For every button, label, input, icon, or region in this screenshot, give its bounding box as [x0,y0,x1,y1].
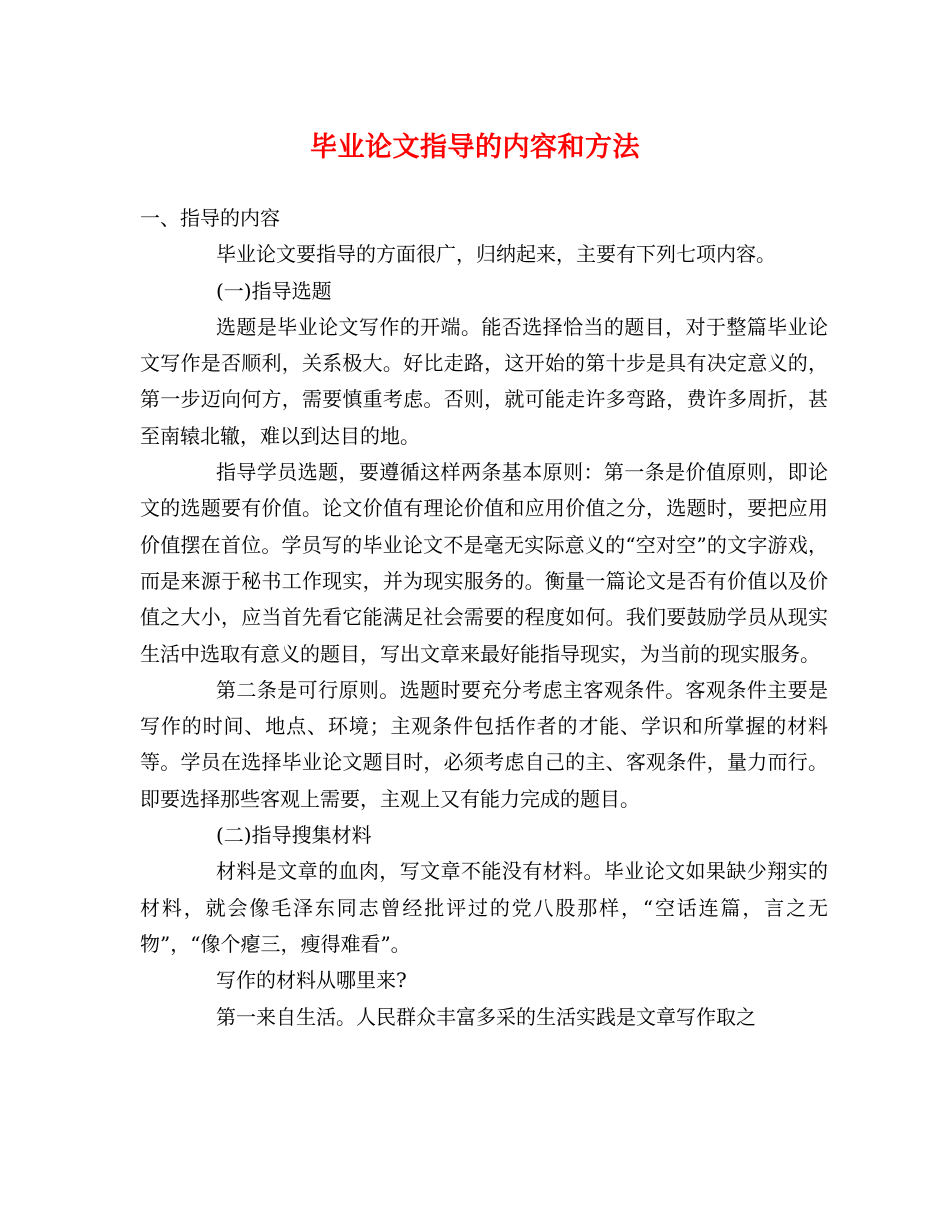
document-body [140,200,828,1035]
paragraph-material-importance: 材料是文章的血肉，写文章不能没有材料。毕业论文如果缺少翔实的材料，就会像毛泽东同志曾经批评过的党八股那样，“空话连篇，言之无物”，“像个瘪三，瘦得难看”。 [140,859,828,956]
paragraph-material-source-question: 写作的材料从哪里来? [216,968,407,993]
paragraph-material-from-life: 第一来自生活。人民群众丰富多采的生活实践是文章写作取之 [216,1004,756,1029]
paragraph-intro: 毕业论文要指导的方面很广，归纳起来，主要有下列七项内容。 [216,242,776,267]
subheading-topic-selection: (一)指导选题 [216,278,332,303]
subheading-material-collection: (二)指导搜集材料 [216,823,372,848]
document-title: 毕业论文指导的内容和方法 [310,132,640,163]
section-heading-content: 一、指导的内容 [140,206,280,230]
paragraph-value-principle: 指导学员选题，要遵循这样两条基本原则：第一条是价值原则，即论文的选题要有价值。论文价值有理论价值和应用价值之分，选题时，要把应用价值摆在首位。学员写的毕业论文不是毫无实际意义的“空对空”的文字游戏，而是来源于秘书工作现实，并为现实服务的。衡量一篇论文是否有价值以及价值之大小，应当首先看它能满足社会需要的程度如何。我们要鼓励学员从现实生活中选取有意义的题目，写出文章来最好能指导现实，为当前的现实服务。 [140,460,828,666]
paragraph-topic-selection: 选题是毕业论文写作的开端。能否选择恰当的题目，对于整篇毕业论文写作是否顺利，关系极大。好比走路，这开始的第十步是具有决定意义的，第一步迈向何方，需要慎重考虑。否则，就可能走许多弯路，费许多周折，甚至南辕北辙，难以到达目的地。 [140,314,828,448]
paragraph-feasibility-principle: 第二条是可行原则。选题时要充分考虑主客观条件。客观条件主要是写作的时间、地点、环境；主观条件包括作者的才能、学识和所掌握的材料等。学员在选择毕业论文题目时，必须考虑自己的主、客观条件，量力而行。即要选择那些客观上需要，主观上又有能力完成的题目。 [140,677,828,811]
